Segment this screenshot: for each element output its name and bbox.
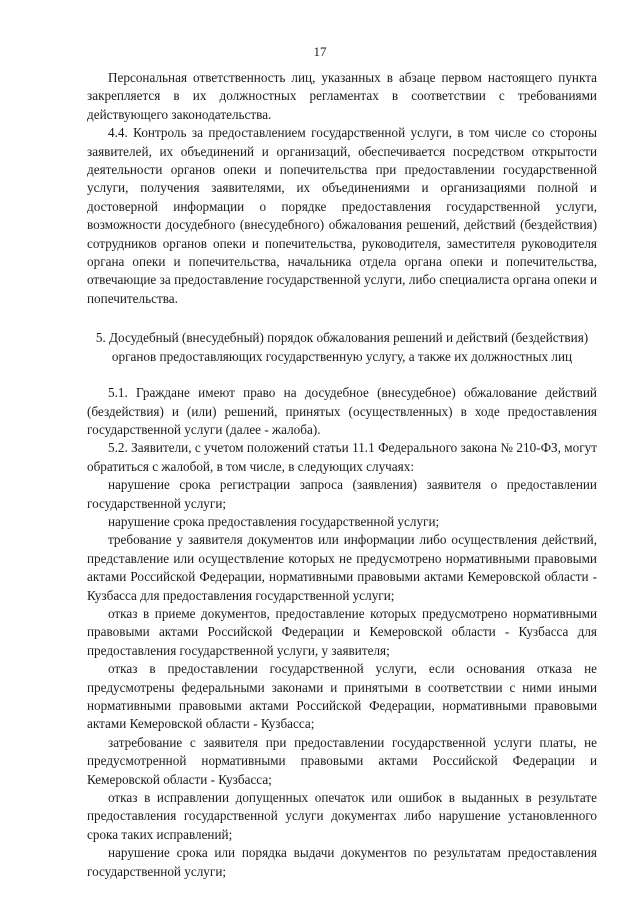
list-item-refusal-acceptance: отказ в приеме документов, предоставление которых предусмотрено нормативными правовыми актами Российской Федерации и Кемеровской области - Кузбасса для предоставления государственной услуги, у заявителя; bbox=[87, 605, 597, 658]
paragraph-4-4: 4.4. Контроль за предоставлением государственной услуги, в том числе со стороны заявителей, их объединений и организаций, обеспечивается посредством открытости деятельности органов опеки и попечительства при предоставлении государственной услуги, получения заявителями, их объединениями и организациями полной и достоверной информации о порядке предоставления государственной услуги, возможности досудебного (внесудебного) обжалования решений, действий (бездействия) сотрудников органов опеки и попечительства, руководителя, заместителя руководителя органа опеки и попечительства, начальника отдела органа опеки и попечительства, отвечающие за предоставление государственной услуги, либо специалиста органа опеки и попечительства. bbox=[87, 125, 597, 306]
paragraph-5-1: 5.1. Граждане имеют право на досудебное (внесудебное) обжалование действий (бездействия) и (или) решений, принятых (осуществленных) в ходе предоставления государственной услуги (далее - жалоба). bbox=[87, 385, 597, 437]
list-item-refusal-correction: отказ в исправлении допущенных опечаток или ошибок в выданных в результате предоставления государственной услуги документах либо нарушение установленного срока таких исправлений; bbox=[87, 790, 597, 842]
list-item-fee-demand: затребование с заявителя при предоставлении государственной услуги платы, не предусмотренной нормативными правовыми актами Российской Федерации и Кемеровской области - Кузбасса; bbox=[87, 734, 597, 787]
page-number: 17 bbox=[313, 44, 327, 59]
list-item-refusal-service: отказ в предоставлении государственной услуги, если основания отказа не предусмотрены федеральными законами и принятыми в соответствии с ними иными нормативными правовыми актами Российской Федерации, нормативными правовыми актами Кемеровской области - Кузбасса; bbox=[87, 661, 597, 732]
list-item-registration-violation: нарушение срока регистрации запроса (заявления) заявителя о предоставлении государственной услуги; bbox=[87, 477, 597, 511]
document-body bbox=[87, 69, 597, 881]
list-item-documents-requirement: требование у заявителя документов или информации либо осуществления действий, представление или осуществление которых не предусмотрено нормативными правовыми актами Российской Федерации, нормативными правовыми актами Кемеровской области - Кузбасса для предоставления государственной услуги; bbox=[87, 532, 597, 603]
section-heading: 5. Досудебный (внесудебный) порядок обжалования решений и действий (бездействия) органов предоставляющих государственную услугу, а также их должностных лиц bbox=[95, 330, 589, 364]
paragraph-5-2: 5.2. Заявители, с учетом положений статьи 11.1 Федерального закона № 210-ФЗ, могут обратиться с жалобой, в том числе, в следующих случаях: bbox=[87, 440, 597, 474]
list-item-deadline-violation: нарушение срока предоставления государственной услуги; bbox=[108, 513, 440, 529]
list-item-issuance-violation: нарушение срока или порядка выдачи документов по результатам предоставления государственной услуги; bbox=[87, 845, 597, 879]
paragraph-responsibility: Персональная ответственность лиц, указанных в абзаце первом настоящего пункта закрепляется в их должностных регламентах в соответствии с требованиями действующего законодательства. bbox=[87, 70, 597, 122]
